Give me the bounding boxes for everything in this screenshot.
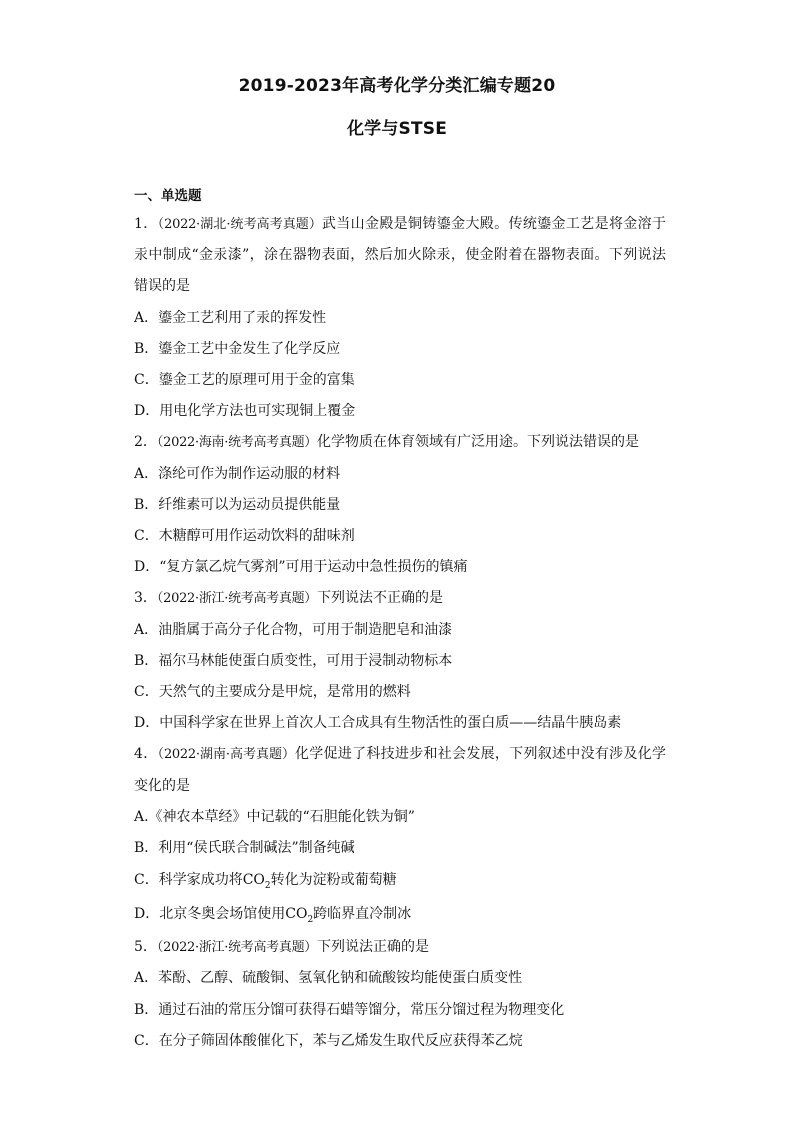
question-stem: 武当山金殿是铜铸鎏金大殿。传统鎏金工艺是将金溶于汞中制成“金汞漆”，涂在器物表面，然后加火除汞，使金附着在器物表面。下列说法错误的是 (134, 216, 666, 295)
option-b: B．通过石油的常压分馏可获得石蜡等馏分，常压分馏过程为物理变化 (134, 1001, 565, 1018)
question-source: （2022·浙江·统考高考真题） (156, 940, 317, 956)
question-stem: 化学物质在体育领域有广泛用途。下列说法错误的是 (316, 434, 639, 451)
question-number: 4． (134, 746, 158, 763)
option-c: C．鎏金工艺的原理可用于金的富集 (134, 372, 355, 389)
question-number: 2． (134, 434, 157, 451)
question-source: （2022·湖北·统考高考真题） (157, 217, 322, 232)
option-a: A．油脂属于高分子化合物，可用于制造肥皂和油漆 (134, 621, 453, 638)
option-c: C．在分子筛固体酸催化下，苯与乙烯发生取代反应获得苯乙烷 (134, 1032, 523, 1049)
section-heading: 一、单选题 (134, 188, 202, 204)
option-d: D．用电化学方法也可实现铜上覆金 (134, 403, 356, 420)
question-stem: 下列说法正确的是 (316, 939, 429, 956)
option-b: B．纤维素可以为运动员提供能量 (134, 496, 341, 513)
option-d: D．中国科学家在世界上首次人工合成具有生物活性的蛋白质——结晶牛胰岛素 (134, 715, 622, 732)
option-c: C．科学家成功将$CO_2$转化为淀粉或葡萄糖 (134, 872, 397, 892)
option-d: D．“复方氯乙烷气雾剂”可用于运动中急性损伤的镇痛 (134, 559, 468, 576)
option-c: C．天然气的主要成分是甲烷，是常用的燃料 (134, 684, 411, 701)
option-b: B．福尔马林能使蛋白质变性，可用于浸制动物标本 (134, 652, 453, 669)
option-b: B．利用“侯氏联合制碱法”制备纯碱 (134, 840, 355, 857)
co2-formula: $CO_2$ (285, 906, 314, 926)
question-1 (134, 209, 666, 303)
question-4 (134, 739, 666, 801)
option-a: A．苯酚、乙醇、硫酸铜、氢氧化钠和硫酸铵均能使蛋白质变性 (134, 970, 523, 987)
question-list (134, 183, 666, 1057)
question-source: （2022·海南·统考高考真题） (156, 435, 317, 451)
option-a: A.《神农本草经》中记载的“石胆能化铁为铜” (134, 808, 415, 825)
option-a: A．涤纶可作为制作运动服的材料 (134, 465, 341, 482)
option-c: C．木糖醇可用作运动饮料的甜味剂 (134, 528, 355, 545)
option-d: D．北京冬奥会场馆使用$CO_2$跨临界直冷制冰 (134, 906, 412, 926)
question-2 (134, 427, 666, 458)
document-subtitle: 化学与STSE (346, 119, 448, 139)
question-stem: 下列说法不正确的是 (316, 590, 443, 607)
question-source: （2022·浙江·统考高考真题） (156, 591, 317, 607)
question-stem: 化学促进了科技进步和社会发展，下列叙述中没有涉及化学变化的是 (134, 746, 666, 794)
co2-formula: $CO_2$ (242, 872, 271, 892)
question-number: 1． (134, 216, 158, 232)
option-a: A．鎏金工艺利用了汞的挥发性 (134, 309, 327, 326)
option-b: B．鎏金工艺中金发生了化学反应 (134, 340, 341, 357)
question-source: （2022·湖南·高考真题） (157, 747, 295, 763)
question-number: 3． (134, 590, 157, 607)
document-title: 2019-2023年高考化学分类汇编专题20 (238, 76, 556, 96)
question-5 (134, 932, 666, 963)
question-3 (134, 583, 666, 614)
question-number: 5． (134, 939, 157, 956)
